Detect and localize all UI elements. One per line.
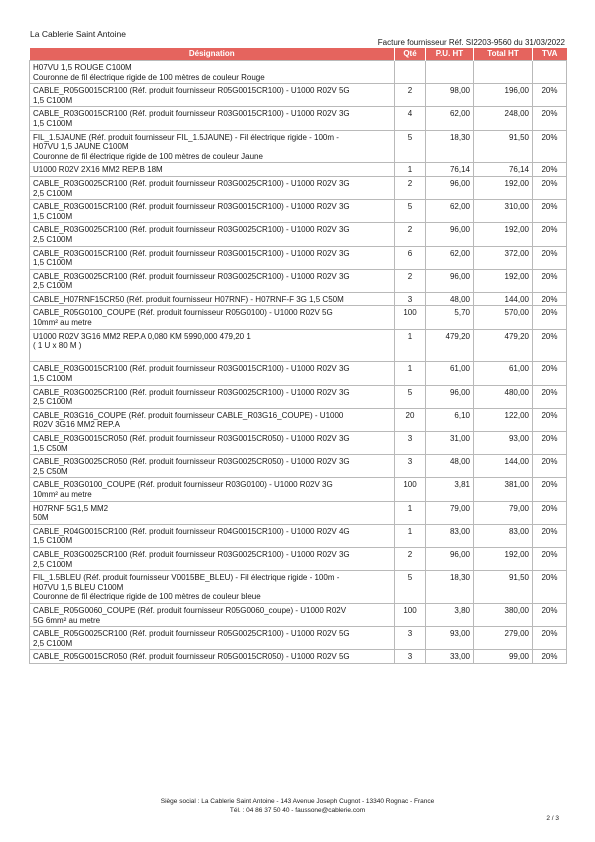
cell-designation [30,432,395,455]
cell-unit-price: 61,00 [426,362,474,385]
designation-line: Couronne de fil électrique rigide de 100 mètres de couleur Jaune [33,151,263,161]
cell-quantity: 1 [395,524,426,547]
cell-designation [30,246,395,269]
cell-total: 91,50 [474,130,533,163]
company-name: La Cablerie Saint Antoine [30,29,126,39]
designation-line: CABLE_R03G0015CR100 (Réf. produit fournisseur R03G0015CR100) - U1000 R02V 3G [33,248,350,258]
designation-line: 2,5 C100M [33,234,73,244]
cell-unit-price: 3,81 [426,478,474,501]
cell-total: 192,00 [474,176,533,199]
designation-line: CABLE_R05G0015CR050 (Réf. produit fournisseur R05G0015CR050) - U1000 R02V 5G [33,652,350,662]
table-row [30,61,567,84]
table-row [30,223,567,246]
cell-unit-price: 98,00 [426,84,474,107]
cell-total: 192,00 [474,547,533,570]
cell-vat: 20% [533,362,567,385]
cell-designation [30,163,395,177]
cell-unit-price: 62,00 [426,200,474,223]
cell-designation [30,627,395,650]
page-number: 2 / 3 [546,815,559,822]
designation-line: CABLE_R03G0100_COUPE (Réf. produit fournisseur R03G0100) - U1000 R02V 3G [33,480,333,490]
cell-unit-price: 48,00 [426,455,474,478]
cell-vat: 20% [533,478,567,501]
cell-designation [30,603,395,626]
table-row [30,107,567,130]
designation-line: 2,5 C100M [33,281,73,291]
cell-total: 76,14 [474,163,533,177]
designation-line: CABLE_R03G0025CR100 (Réf. produit fournisseur R03G0025CR100) - U1000 R02V 3G [33,387,350,397]
cell-unit-price: 96,00 [426,223,474,246]
cell-vat: 20% [533,329,567,362]
cell-designation [30,524,395,547]
cell-unit-price: 62,00 [426,246,474,269]
designation-line: Couronne de fil électrique rigide de 100 mètres de couleur bleue [33,592,261,602]
cell-quantity: 3 [395,650,426,664]
cell-designation [30,200,395,223]
cell-total: 279,00 [474,627,533,650]
cell-vat: 20% [533,627,567,650]
designation-line: Couronne de fil électrique rigide de 100 mètres de couleur Rouge [33,72,265,82]
designation-line: H07VU 1,5 ROUGE C100M [33,63,132,72]
cell-designation [30,84,395,107]
table-row [30,269,567,292]
designation-line: H07VU 1,5 BLEU C100M [33,582,124,592]
designation-line: CABLE_R03G0025CR050 (Réf. produit fournisseur R03G0025CR050) - U1000 R02V 3G [33,457,350,467]
cell-unit-price: 33,00 [426,650,474,664]
designation-line: FIL_1.5JAUNE (Réf. produit fournisseur FIL_1.5JAUNE) - Fil électrique rigide - 100m - [33,132,339,142]
designation-line: CABLE_R03G0025CR100 (Réf. produit fournisseur R03G0025CR100) - U1000 R02V 3G [33,178,350,188]
cell-vat: 20% [533,130,567,163]
table-row [30,362,567,385]
designation-line: 1,5 C100M [33,258,73,268]
cell-designation [30,478,395,501]
cell-vat: 20% [533,455,567,478]
cell-total: 570,00 [474,306,533,329]
cell-total: 192,00 [474,269,533,292]
footer [0,797,595,815]
designation-line: 5G 6mm² au metre [33,615,101,625]
designation-line: CABLE_R03G0015CR100 (Réf. produit fournisseur R03G0015CR100) - U1000 R02V 3G [33,364,350,374]
cell-total: 91,50 [474,571,533,604]
cell-total: 196,00 [474,84,533,107]
cell-total: 480,00 [474,385,533,408]
cell-designation [30,130,395,163]
table-body [30,61,567,664]
cell-designation [30,455,395,478]
designation-line: CABLE_H07RNF15CR50 (Réf. produit fournisseur H07RNF) - H07RNF-F 3G 1,5 C50M [33,294,344,304]
designation-line: 1,5 C100M [33,211,73,221]
cell-total: 479,20 [474,329,533,362]
cell-unit-price: 3,80 [426,603,474,626]
table-row [30,571,567,604]
cell-quantity: 3 [395,455,426,478]
table-row [30,292,567,306]
cell-vat: 20% [533,269,567,292]
table-header-row [30,48,567,61]
designation-line: CABLE_R03G0025CR100 (Réf. produit fournisseur R03G0025CR100) - U1000 R02V 3G [33,549,350,559]
cell-unit-price: 6,10 [426,408,474,431]
cell-designation [30,650,395,664]
cell-quantity: 3 [395,432,426,455]
designation-line: 2,5 C100M [33,559,73,569]
cell-vat: 20% [533,432,567,455]
designation-line: H07VU 1,5 JAUNE C100M [33,142,129,152]
cell-quantity: 100 [395,603,426,626]
cell-total: 192,00 [474,223,533,246]
cell-unit-price: 79,00 [426,501,474,524]
cell-total: 248,00 [474,107,533,130]
cell-vat: 20% [533,176,567,199]
column-header-total: Total HT [474,48,533,61]
cell-total [474,61,533,84]
table-row [30,329,567,362]
cell-unit-price [426,61,474,84]
cell-designation [30,176,395,199]
cell-total: 144,00 [474,455,533,478]
cell-designation [30,61,395,84]
cell-quantity: 1 [395,163,426,177]
designation-line: CABLE_R05G0060_COUPE (Réf. produit fournisseur R05G0060_coupe) - U1000 R02V [33,605,347,615]
designation-line: CABLE_R03G16_COUPE (Réf. produit fournisseur CABLE_R03G16_COUPE) - U1000 [33,410,344,420]
table-row [30,306,567,329]
table-row [30,455,567,478]
cell-total: 381,00 [474,478,533,501]
invoice-lines-table [29,48,567,664]
cell-designation [30,223,395,246]
designation-line: H07RNF 5G1,5 MM2 [33,503,109,513]
cell-unit-price: 479,20 [426,329,474,362]
cell-unit-price: 96,00 [426,269,474,292]
cell-total: 310,00 [474,200,533,223]
table-row [30,524,567,547]
cell-vat: 20% [533,571,567,604]
cell-quantity: 5 [395,130,426,163]
designation-line: FIL_1.5BLEU (Réf. produit fournisseur V0015BE_BLEU) - Fil électrique rigide - 100m - [33,573,340,583]
designation-line: CABLE_R03G0015CR100 (Réf. produit fournisseur R03G0015CR100) - U1000 R02V 3G [33,202,350,212]
column-header-designation: Désignation [30,48,395,61]
cell-designation [30,269,395,292]
cell-total: 99,00 [474,650,533,664]
cell-quantity: 2 [395,223,426,246]
table-row [30,385,567,408]
table-row [30,176,567,199]
cell-vat: 20% [533,547,567,570]
table-row [30,432,567,455]
cell-designation [30,329,395,362]
cell-unit-price: 96,00 [426,547,474,570]
cell-quantity: 2 [395,547,426,570]
designation-line: U1000 R02V 3G16 MM2 REP.A 0,080 KM 5990,000 479,20 1 [33,331,251,341]
cell-designation [30,385,395,408]
footer-contact: Tél. : 04 86 37 50 40 - faussone@cablerie.com [229,807,366,814]
cell-vat: 20% [533,603,567,626]
invoice-reference: Facture fournisseur Réf. SI2203-9560 du 31/03/2022 [377,38,565,47]
cell-unit-price: 93,00 [426,627,474,650]
designation-line: 10mm² au metre [33,318,92,328]
cell-designation [30,547,395,570]
cell-quantity: 6 [395,246,426,269]
cell-quantity: 2 [395,84,426,107]
cell-unit-price: 18,30 [426,130,474,163]
cell-unit-price: 76,14 [426,163,474,177]
table-row [30,501,567,524]
cell-vat: 20% [533,292,567,306]
cell-unit-price: 48,00 [426,292,474,306]
designation-line: R02V 3G16 MM2 REP.A [33,420,121,430]
cell-total: 79,00 [474,501,533,524]
cell-quantity: 5 [395,385,426,408]
cell-total: 83,00 [474,524,533,547]
cell-total: 144,00 [474,292,533,306]
cell-vat: 20% [533,223,567,246]
designation-line [33,351,391,361]
cell-quantity: 2 [395,176,426,199]
cell-quantity: 4 [395,107,426,130]
table-row [30,478,567,501]
cell-unit-price: 18,30 [426,571,474,604]
table-row [30,130,567,163]
cell-vat: 20% [533,246,567,269]
table-row [30,603,567,626]
column-header-quantity: Qté [395,48,426,61]
designation-line: CABLE_R05G0025CR100 (Réf. produit fournisseur R05G0025CR100) - U1000 R02V 5G [33,629,350,639]
cell-total: 380,00 [474,603,533,626]
cell-quantity: 3 [395,627,426,650]
cell-vat: 20% [533,200,567,223]
designation-line: 1,5 C100M [33,118,73,128]
cell-designation [30,306,395,329]
cell-designation [30,408,395,431]
column-header-vat: TVA [533,48,567,61]
cell-quantity: 1 [395,329,426,362]
table-row [30,246,567,269]
cell-unit-price: 83,00 [426,524,474,547]
cell-unit-price: 5,70 [426,306,474,329]
cell-quantity: 2 [395,269,426,292]
designation-line: 2,5 C50M [33,466,68,476]
cell-quantity: 100 [395,478,426,501]
designation-line: ( 1 U x 80 M ) [33,341,82,351]
designation-line: CABLE_R04G0015CR100 (Réf. produit fournisseur R04G0015CR100) - U1000 R02V 4G [33,526,350,536]
cell-designation [30,362,395,385]
designation-line: 1,5 C50M [33,443,68,453]
cell-quantity: 1 [395,362,426,385]
cell-designation [30,501,395,524]
cell-vat: 20% [533,408,567,431]
cell-designation [30,107,395,130]
cell-total: 122,00 [474,408,533,431]
table-row [30,408,567,431]
cell-total: 93,00 [474,432,533,455]
cell-unit-price: 62,00 [426,107,474,130]
column-header-unit-price: P.U. HT [426,48,474,61]
designation-line: 2,5 C100M [33,638,73,648]
designation-line: 2,5 C100M [33,397,73,407]
cell-quantity: 100 [395,306,426,329]
cell-quantity: 5 [395,200,426,223]
cell-designation [30,292,395,306]
designation-line: CABLE_R05G0100_COUPE (Réf. produit fournisseur R05G0100) - U1000 R02V 5G [33,308,333,318]
designation-line: U1000 R02V 2X16 MM2 REP.B 18M [33,165,163,175]
cell-vat: 20% [533,163,567,177]
designation-line: 2,5 C100M [33,188,73,198]
designation-line: 1,5 C100M [33,536,73,546]
designation-line: CABLE_R03G0025CR100 (Réf. produit fournisseur R03G0025CR100) - U1000 R02V 3G [33,225,350,235]
cell-unit-price: 31,00 [426,432,474,455]
cell-unit-price: 96,00 [426,385,474,408]
cell-vat: 20% [533,524,567,547]
designation-line: 50M [33,513,49,523]
designation-line: CABLE_R03G0015CR050 (Réf. produit fournisseur R03G0015CR050) - U1000 R02V 3G [33,434,350,443]
cell-vat [533,61,567,84]
cell-vat: 20% [533,84,567,107]
cell-vat: 20% [533,501,567,524]
designation-line: 10mm² au metre [33,489,92,499]
designation-line: CABLE_R05G0015CR100 (Réf. produit fournisseur R05G0015CR100) - U1000 R02V 5G [33,86,350,96]
cell-vat: 20% [533,306,567,329]
cell-quantity: 20 [395,408,426,431]
table-row [30,84,567,107]
table-row [30,627,567,650]
designation-line: 1,5 C100M [33,95,73,105]
cell-total: 372,00 [474,246,533,269]
designation-line: CABLE_R03G0015CR100 (Réf. produit fournisseur R03G0015CR100) - U1000 R02V 3G [33,109,350,119]
cell-designation [30,571,395,604]
cell-quantity: 5 [395,571,426,604]
table-row [30,163,567,177]
cell-vat: 20% [533,107,567,130]
designation-line: 1,5 C100M [33,374,73,384]
cell-quantity [395,61,426,84]
footer-address: Siège social : La Cablerie Saint Antoine - 143 Avenue Joseph Cugnot - 13340 Rognac - France [160,798,435,805]
table-row [30,650,567,664]
cell-unit-price: 96,00 [426,176,474,199]
cell-quantity: 1 [395,501,426,524]
cell-total: 61,00 [474,362,533,385]
cell-vat: 20% [533,385,567,408]
cell-vat: 20% [533,650,567,664]
table-row [30,200,567,223]
cell-quantity: 3 [395,292,426,306]
designation-line: CABLE_R03G0025CR100 (Réf. produit fournisseur R03G0025CR100) - U1000 R02V 3G [33,271,350,281]
table-row [30,547,567,570]
